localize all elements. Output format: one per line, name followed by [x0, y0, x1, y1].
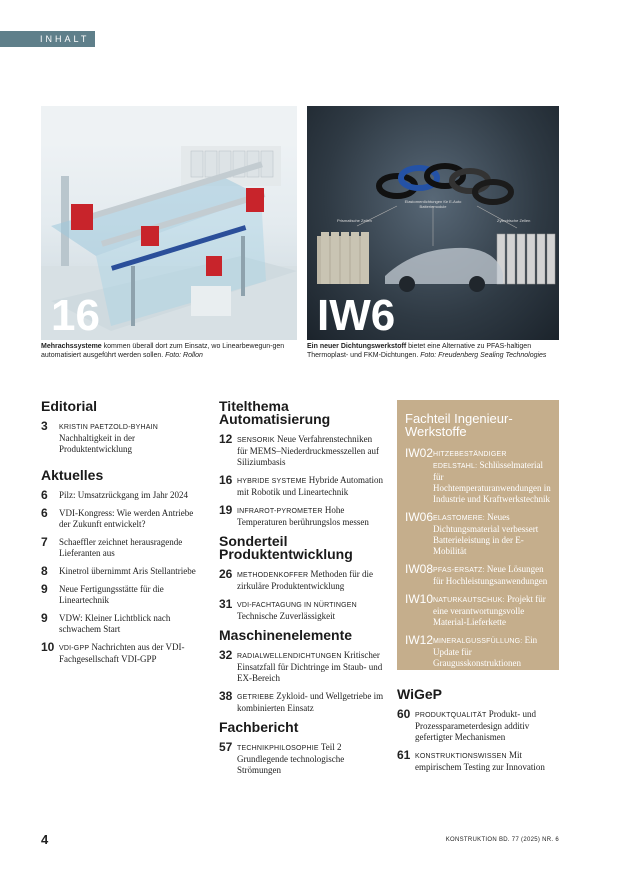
- photo-page-number: IW6: [317, 291, 396, 340]
- toc-entry[interactable]: [219, 569, 384, 592]
- entry-keyword: PRODUKTQUALITÄT: [415, 712, 487, 719]
- entry-text: Nachrichten aus der VDI-Fachgesellschaft VDI-GPP: [59, 642, 185, 664]
- page-number: IW12: [405, 633, 434, 647]
- section-title-editorial: Editorial: [41, 398, 98, 414]
- toc-entry[interactable]: [397, 750, 559, 773]
- toc-entry[interactable]: [41, 584, 206, 606]
- entry-text: Kinetrol übernimmt Aris Stellantriebe: [59, 566, 196, 576]
- toc-entry[interactable]: [219, 475, 384, 498]
- toc-entry[interactable]: [219, 691, 384, 714]
- entry-keyword: INFRAROT-PYROMETER: [237, 508, 323, 515]
- page-number: 60: [397, 707, 411, 721]
- page-number: 32: [219, 648, 233, 662]
- entry-keyword: RADIALWELLENDICHTUNGEN: [237, 653, 342, 660]
- entry-keyword: KONSTRUKTIONSWISSEN: [415, 753, 507, 760]
- section-title-sonderteil: Sonderteil Produktentwicklung: [219, 533, 353, 562]
- entry-keyword: VDI-FACHTAGUNG IN NÜRTINGEN: [237, 602, 357, 609]
- entry-keyword: HYBRIDE SYSTEME: [237, 478, 307, 485]
- entry-text: Teil 2 Grundlegende technologische Strömungen: [237, 742, 345, 775]
- entry-text: Pilz: Umsatzrückgang im Jahr 2024: [59, 490, 188, 500]
- entry-text: Hohe Temperaturen berührungslos messen: [237, 505, 369, 527]
- entry-keyword: METHODENKOFFER: [237, 572, 309, 579]
- author-name: Dr. Bernhard Sagmeister: [433, 670, 523, 680]
- photo-caption-right: [307, 342, 559, 360]
- page-number: IW02: [405, 446, 434, 460]
- overlay-label-cylindrical: Zylindrische Zellen: [497, 218, 531, 223]
- entry-keyword: VDI-GPP: [59, 645, 90, 652]
- caption-bold: Mehrachssysteme: [41, 343, 102, 350]
- entry-keyword: KRISTIN PAETZOLD-BYHAIN: [59, 424, 158, 431]
- photo-caption-left: [41, 342, 297, 360]
- caption-bold: Ein neuer Dichtungswerkstoff: [307, 343, 407, 350]
- toc-column-2: [219, 400, 384, 783]
- page-number: IW08: [405, 562, 434, 576]
- toc-entry[interactable]: [219, 742, 384, 776]
- entry-text: Neues Dichtungsmaterial verbessert Batterieleistung in der E-Mobilität: [433, 512, 539, 556]
- entry-text: VDI-Kongress: Wie werden Antriebe der Zukunft entwickelt?: [59, 508, 194, 529]
- section-title-aktuelles: Aktuelles: [41, 467, 104, 483]
- page-number: 19: [219, 503, 233, 517]
- page-number: 10: [41, 640, 55, 654]
- overlay-label-prismatic: Prismatische Zellen: [337, 218, 372, 223]
- entry-text: Neue Fertigungsstätte für die Lineartechnik: [59, 584, 164, 605]
- section-title-maschinenelemente: Maschinenelemente: [219, 627, 353, 643]
- entry-text: Kritischer Einsatzfall für Dichtringe im Staub- und EX-Bereich: [237, 650, 383, 683]
- entry-text: Produkt- und Prozessparameterdesign additiv gefertigter Mechanismen: [415, 709, 536, 742]
- page-number: 9: [41, 582, 48, 596]
- entry-text: Nachhaltigkeit in der Produktentwicklung: [59, 433, 135, 454]
- toc-entry[interactable]: [219, 599, 384, 622]
- page-number: 9: [41, 611, 48, 625]
- toc-entry[interactable]: [41, 537, 206, 559]
- toc-entry[interactable]: [41, 566, 206, 577]
- page-number: IW06: [405, 510, 434, 524]
- caption-text: bietet eine Alternative zu PFAS-haltigen Thermoplast- und FKM-Dichtungen.: [307, 343, 532, 359]
- toc-entry[interactable]: [405, 594, 551, 628]
- entry-text: Ein Update für Graugusskonstruktionen: [433, 635, 538, 668]
- toc-entry[interactable]: [41, 613, 206, 635]
- section-title-wigep: WiGeP: [397, 686, 442, 702]
- toc-entry[interactable]: [405, 564, 551, 587]
- photo-linear-systems: [41, 106, 297, 340]
- page-number: 8: [41, 564, 48, 578]
- entry-text: Projekt für eine verantwortungsvolle Material-Lieferkette: [433, 594, 546, 627]
- entry-keyword: MINERALGUSSFÜLLUNG:: [433, 638, 523, 645]
- toc-column-3: [397, 400, 559, 780]
- caption-credit: Foto: Rollon: [165, 352, 203, 359]
- entry-keyword: PFAS-ERSATZ:: [433, 567, 485, 574]
- page-number: 6: [41, 488, 48, 502]
- entry-keyword: SENSORIK: [237, 437, 275, 444]
- section-title-titelthema: Titelthema Automatisierung: [219, 398, 331, 427]
- toc-entry[interactable]: [41, 642, 206, 665]
- fachteil-box: [397, 400, 559, 680]
- entry-text: Mit empirischem Testing zur Innovation: [415, 750, 545, 772]
- page-number: 6: [41, 506, 48, 520]
- toc-entry[interactable]: [405, 512, 551, 557]
- toc-entry[interactable]: [41, 490, 206, 501]
- seal-rings-icon: [379, 166, 511, 202]
- entry-keyword: NATURKAUTSCHUK:: [433, 597, 505, 604]
- section-title-fachbericht: Fachbericht: [219, 719, 299, 735]
- entry-text: Schlüsselmaterial für Hochtemperaturanwendungen in Industrie und Kraftwerkstechnik: [433, 460, 551, 504]
- toc-entry[interactable]: [397, 709, 559, 743]
- page-number: 57: [219, 740, 233, 754]
- caption-credit: Foto: Freudenberg Sealing Technologies: [420, 352, 547, 359]
- page-number: 12: [219, 432, 233, 446]
- photo-page-number: 16: [51, 291, 100, 340]
- entry-text: Methoden für die zirkuläre Produktentwicklung: [237, 569, 373, 591]
- toc-entry[interactable]: [405, 635, 551, 669]
- toc-entry[interactable]: [405, 448, 551, 505]
- entry-text: Hybride Automation mit Robotik und Lineartechnik: [237, 475, 384, 497]
- entry-keyword: ELASTOMERE:: [433, 515, 485, 522]
- page-number: 31: [219, 597, 233, 611]
- toc-entry[interactable]: [41, 421, 206, 455]
- page-number: 16: [219, 473, 233, 487]
- toc-column-1: [41, 400, 206, 672]
- entry-text: Technische Zuverlässigkeit: [237, 611, 336, 621]
- toc-entry[interactable]: [219, 434, 384, 468]
- page-number: 7: [41, 535, 48, 549]
- entry-keyword: GETRIEBE: [237, 694, 274, 701]
- page-number: 38: [219, 689, 233, 703]
- entry-text: Schaeffler zeichnet herausragende Lieferanten aus: [59, 537, 183, 558]
- footer-page-number: 4: [41, 832, 49, 847]
- section-title-fachteil: Fachteil Ingenieur-Werkstoffe: [405, 411, 513, 439]
- overlay-label-seals: Elastomerdichtungen für E-Auto Batteriemodule: [404, 199, 462, 209]
- page-number: 3: [41, 419, 48, 433]
- toc-entry[interactable]: [219, 505, 384, 528]
- page-number: 26: [219, 567, 233, 581]
- caption-text: kommen überall dort zum Einsatz, wo Linearbewegun-gen automatisiert ausgeführt werden sollen.: [41, 343, 285, 359]
- entry-keyword: HITZEBESTÄNDIGER EDELSTAHL:: [433, 451, 507, 470]
- entry-keyword: TECHNIKPHILOSOPHIE: [237, 745, 319, 752]
- entry-text: Neue Verfahrenstechniken für MEMS–Niederdruckmesszellen auf Siliziumbasis: [237, 434, 379, 467]
- toc-entry[interactable]: [41, 508, 206, 530]
- entry-text: Neue Lösungen für Hochleistungsanwendungen: [433, 564, 548, 586]
- photo-seal-material: [307, 106, 559, 340]
- page-number: IW10: [405, 592, 434, 606]
- toc-entry[interactable]: [219, 650, 384, 684]
- section-header-tab: INHALT: [0, 31, 95, 47]
- page-number: 61: [397, 748, 411, 762]
- footer-magazine-info: KONSTRUKTION BD. 77 (2025) NR. 6: [445, 837, 559, 843]
- entry-text: Zykloid- und Wellgetriebe im kombinierten Einsatz: [237, 691, 384, 713]
- entry-text: VDW: Kleiner Lichtblick nach schwachem Start: [59, 613, 171, 634]
